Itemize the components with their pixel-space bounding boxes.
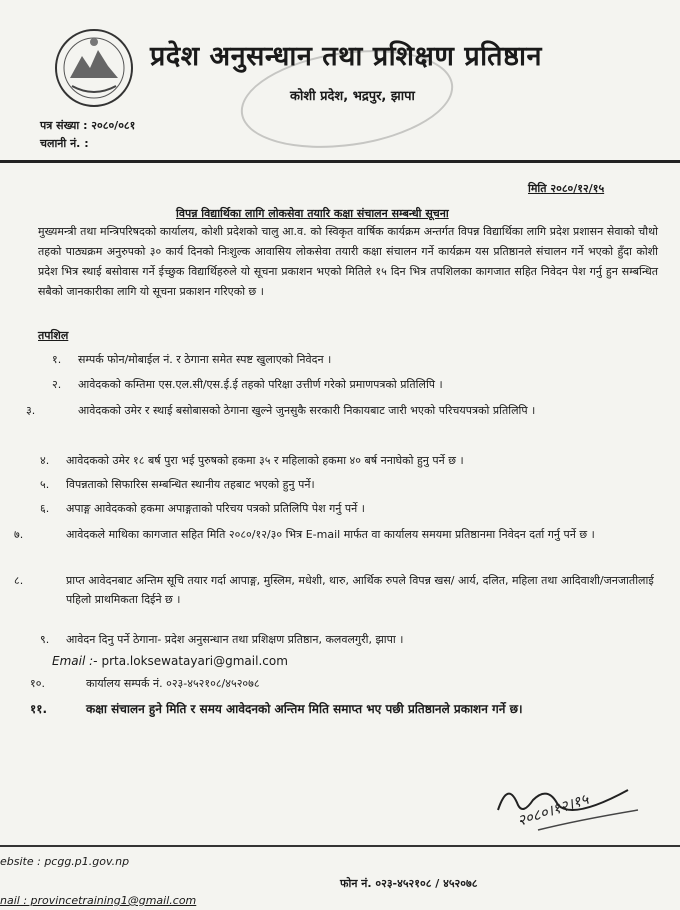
list-item-number: ७.: [14, 528, 24, 541]
list-item: [40, 630, 660, 649]
list-item: [30, 700, 670, 719]
list-item-number: १.: [52, 353, 62, 366]
list-item-text: आवेदकको कम्तिमा एस.एल.सी/एस.ई.ई तहको परिक्षा उत्तीर्ण गरेको प्रमाणपत्रको प्रतिलिपि ।: [78, 378, 443, 391]
list-item-text: विपन्नताको सिफारिस सम्बन्धित स्थानीय तहबाट भएको हुनु पर्ने।: [66, 478, 315, 491]
list-item: [26, 401, 652, 420]
list-item-number: ४.: [40, 454, 50, 467]
contact-email-line: [52, 654, 288, 668]
footer-email[interactable]: nail : provincetraining1@gmail.com: [0, 894, 197, 907]
list-item-text: कार्यालय सम्पर्क नं. ०२३-४५२१०८/४५२०७८: [86, 677, 260, 690]
email-label: Email :-: [52, 654, 98, 668]
footer-phone: फोन नं. ०२३-४५२१०८ / ४५२०७८: [340, 877, 478, 890]
organization-address: कोशी प्रदेश, भद्रपुर, झापा: [290, 89, 415, 104]
list-item-number: ६.: [40, 502, 50, 515]
list-item: [30, 674, 660, 693]
notice-date: मिति २०८०/१२/१५: [528, 182, 605, 195]
list-item-text: कक्षा संचालन हुने मिति र समय आवेदनको अन्तिम मिति समाप्त भए पछी प्रतिष्ठानले प्रकाशन गर्ने छ।: [86, 702, 523, 716]
notice-subject: विपन्न विद्यार्थिका लागि लोकसेवा तयारि कक्षा संचालन सम्बन्धी सूचना: [176, 207, 449, 220]
list-item: [14, 571, 660, 609]
list-item: [40, 451, 660, 470]
list-item-text: आवेदकको उमेर र स्थाई बसोबासको ठेगाना खुल्ने जुनसुकै सरकारी निकायबाट जारी भएको परिचयपत्रको प्रतिलिपि ।: [78, 404, 536, 417]
list-item-text: प्राप्त आवेदनबाट अन्तिम सूचि तयार गर्दा आपाङ्ग, मुस्लिम, मधेशी, थारु, आर्थिक रुपले विपन्न खस/ आर्य, दलित, महिला तथा आदिवाशी/जनजातीलाई पहिलो प्राथमिकता दिईने छ ।: [66, 574, 654, 606]
footer-website[interactable]: ebsite : pcgg.p1.gov.np: [0, 855, 130, 868]
signature-date: २०८०।१२।१५: [515, 790, 591, 830]
list-item-number: ५.: [40, 478, 50, 491]
list-item-number: ३.: [26, 404, 36, 417]
organization-title: प्रदेश अनुसन्धान तथा प्रशिक्षण प्रतिष्ठान: [150, 41, 542, 72]
letter-number: पत्र संख्या : २०८०/०८१: [40, 119, 136, 132]
list-item: [14, 525, 660, 544]
list-item-number: ८.: [14, 574, 24, 587]
header-divider: [0, 160, 680, 163]
list-item: [52, 375, 652, 394]
government-emblem-icon: [52, 26, 136, 110]
list-item-number: ९.: [40, 633, 50, 646]
list-item-text: आवेदन दिनु पर्ने ठेगाना- प्रदेश अनुसन्धान तथा प्रशिक्षण प्रतिष्ठान, कलवलगुरी, झापा ।: [66, 633, 404, 646]
notice-body: मुख्यमन्त्री तथा मन्त्रिपरिषदको कार्यालय, कोशी प्रदेशको चालु आ.व. को स्विकृत वार्षिक कार्यक्रम अन्तर्गत विपन्न विद्यार्थिका लागि प्रदेश प्रशासन सेवाको चौथो तहको पाठ्यक्रम अनुरुपको ३० कार्य दिनको निःशुल्क आवासिय लोकसेवा तयारी कक्षा संचालन गर्ने कार्यक्रम यस प्रतिष्ठानले संचालन गर्ने भएको हुँदा कोशी प्रदेश भित्र स्थाई बसोवास गर्ने ईच्छुक विद्यार्थिहरुले यो सूचना प्रकाशन भएको मितिले १५ दिन भित्र तपशिलका कागजात सहित निवेदन पेश गर्नु हुन सम्बन्धित सबैको जानकारीका लागि यो सूचना प्रकाशन गरिएको छ ।: [38, 225, 658, 298]
list-item-text: आवेदकको उमेर १८ बर्ष पुरा भई पुरुषको हकमा ३५ र महिलाको हकमा ४० बर्ष ननाघेको हुनु पर्ने छ ।: [66, 454, 464, 467]
details-heading: तपशिल: [38, 329, 69, 342]
list-item: [40, 475, 660, 494]
list-item: [40, 499, 660, 518]
list-item-text: सम्पर्क फोन/मोबाईल नं. र ठेगाना समेत स्पष्ट खुलाएको निवेदन ।: [78, 353, 332, 366]
footer-divider: [0, 845, 680, 847]
list-item-number: २.: [52, 378, 62, 391]
list-item-number: १०.: [30, 677, 45, 690]
list-item-text: अपाङ्ग आवेदकको हकमा अपाङ्गताको परिचय पत्रको प्रतिलिपि पेश गर्नु पर्ने ।: [66, 502, 365, 515]
dispatch-number: चलानी नं. :: [40, 137, 89, 150]
list-item-number: ११.: [30, 702, 48, 716]
list-item-text: आवेदकले माथिका कागजात सहित मिति २०८०/१२/३० भित्र E-mail मार्फत वा कार्यालय समयमा प्रतिष्ठानमा निवेदन दर्ता गर्नु पर्ने छ ।: [66, 528, 595, 541]
list-item: [52, 350, 652, 369]
contact-email[interactable]: prta.loksewatayari@gmail.com: [101, 654, 288, 668]
